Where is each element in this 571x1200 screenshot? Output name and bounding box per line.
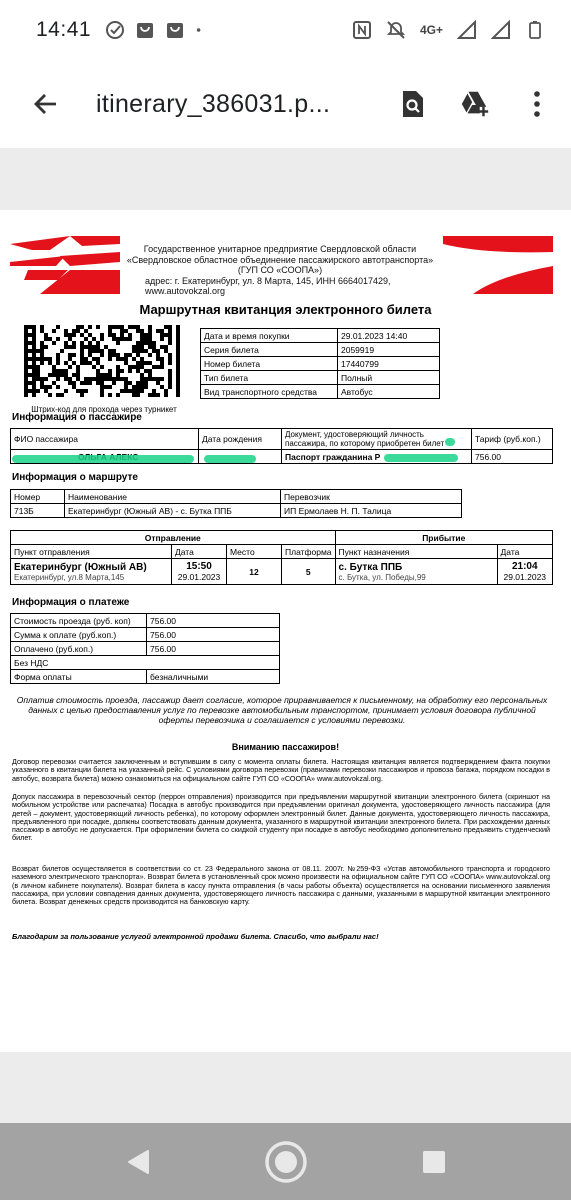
barcode-pdf417-icon: [24, 325, 184, 397]
signal-icon: [457, 20, 477, 40]
seat-number: 12: [227, 559, 282, 585]
table-row: [11, 490, 462, 504]
departure-point: Екатеринбург (Южный АВ): [14, 561, 147, 573]
passenger-tariff: 756.00: [472, 450, 553, 464]
arrival-datetime-cell: [497, 559, 552, 585]
col-header: Дата: [497, 545, 552, 559]
payment-label: Стоимость проезда (руб. коп): [11, 614, 147, 628]
col-header: Номер: [11, 490, 65, 504]
nav-recents-button[interactable]: [410, 1138, 458, 1186]
table-row: [11, 670, 280, 684]
col-header: Дата: [172, 545, 227, 559]
arrival-time: 21:04: [511, 561, 538, 572]
table-row: [11, 656, 280, 670]
route-name: Екатеринбург (Южный АВ) - с. Бутка ППБ: [65, 504, 281, 518]
trip-table: [10, 530, 553, 585]
table-row: [201, 329, 440, 343]
payment-label: Форма оплаты: [11, 670, 147, 684]
route-table: [10, 489, 462, 518]
ticket-label: Вид транспортного средства: [201, 385, 338, 399]
back-arrow-icon: [32, 90, 60, 118]
shopping-bag-icon-2: [165, 20, 185, 40]
payment-value: 756.00: [147, 642, 280, 656]
consent-text: Оплатив стоимость проезда, пассажир дает согласие, которое приравнивается к письменному, на обработку его персональных данных с целью предоставления услуг по перевозке автомобильным транспортом, принимает условия договора публичной оферты перевозчика и соглашается с условиями перевозки.: [16, 695, 548, 725]
redaction-mark: [12, 455, 194, 463]
org-address: адрес: г. Екатеринбург, ул. 8 Марта, 145, ИНН 6664017429, www.autovokzal.org: [145, 275, 391, 296]
barcode-caption: Штрих-код для прохода через турникет: [31, 405, 177, 414]
arrival-header: Прибытие: [335, 531, 552, 545]
payment-value: 756.00: [147, 614, 280, 628]
notice-paragraph-3: Возврат билетов осуществляется в соответствии со ст. 23 Федерального закона от 08.11. 2007г. №259-ФЗ «Устав автомобильного транспорта и городского наземного электрического транспорта». Возврат билета в установленный срок можно произвести на официальном сайте ГУП СО «СООПА» www.autovokzal.org (в личном кабинете покупателя). Возврат билета в кассу пункта отправления (в часы работы объекта) осуществляется на основании письменного заявления пассажира, при условии совпадения данных документа, удостоверяющего личность пассажира с данными, указанными в маршрутной квитанции электронного билета. Возврат денежных средств производится на банковскую карту.: [12, 864, 550, 907]
status-time: 14:41: [36, 18, 92, 41]
departure-date: 29.01.2023: [177, 572, 221, 582]
barcode: [24, 325, 184, 414]
ticket-value: 29.01.2023 14:40: [338, 329, 440, 343]
mute-icon: [386, 20, 406, 40]
table-row: [201, 385, 440, 399]
back-triangle-icon: [126, 1149, 150, 1175]
search-document-icon: [399, 89, 427, 119]
nfc-icon: [352, 20, 372, 40]
app-bar: [0, 60, 571, 148]
notice-paragraph-1: Договор перевозки считается заключенным и вступившим в силу с момента оплаты билета. Настоящая квитанция является подтверждением факта покупки указанного в квитанции билета на указанный рейс. С условиями договора перевозки (правилами перевозки пассажиров и провоза багажа, порядком посадки в автобус, возврата билета) можно ознакомиться на официальном сайте ГУП СО «СООПА» www.autovokzal.org.: [12, 757, 550, 783]
org-line3: (ГУП СО «СООПА»): [237, 265, 323, 275]
col-header: Наименование: [65, 490, 281, 504]
nav-back-button[interactable]: [114, 1138, 162, 1186]
document-title: itinerary_386031.p...: [96, 89, 331, 118]
route-number: 713Б: [11, 504, 65, 518]
payment-label: Без НДС: [11, 656, 280, 670]
arrival-date: 29.01.2023: [503, 572, 547, 582]
network-type: 4G+: [419, 23, 443, 37]
ticket-value: 17440799: [338, 357, 440, 371]
table-row: [201, 371, 440, 385]
pdf-viewer[interactable]: [0, 148, 571, 1123]
col-header: Пункт отправления: [11, 545, 172, 559]
org-info: [125, 244, 435, 297]
redaction-mark: [204, 455, 256, 463]
more-vert-icon: [533, 90, 541, 118]
document-heading: Маршрутная квитанция электронного билета: [139, 302, 432, 317]
arrival-address: с. Бутка, ул. Победы,99: [338, 572, 426, 582]
back-button[interactable]: [28, 86, 64, 122]
passenger-document: Паспорт гражданина Р: [282, 450, 472, 464]
col-header: Место: [227, 545, 282, 559]
departure-address: Екатеринбург, ул.8 Марта,145: [14, 572, 125, 582]
search-in-document-button[interactable]: [397, 88, 429, 120]
system-nav-bar: [0, 1123, 571, 1200]
passenger-section-title: Информация о пассажире: [12, 412, 142, 423]
drive-add-icon: [459, 89, 491, 119]
check-circle-icon: [105, 20, 125, 40]
payment-table: [10, 613, 280, 684]
col-header: Пункт назначения: [335, 545, 497, 559]
table-row: [201, 343, 440, 357]
platform-number: 5: [282, 559, 336, 585]
payment-value: 756.00: [147, 628, 280, 642]
table-row: [11, 559, 553, 585]
departure-datetime-cell: [172, 559, 227, 585]
table-row: [11, 628, 280, 642]
route-carrier: ИП Ермолаев Н. П. Талица: [281, 504, 462, 518]
ticket-value: Автобус: [338, 385, 440, 399]
payment-section-title: Информация о платеже: [12, 597, 130, 608]
table-row: [201, 357, 440, 371]
departure-point-cell: [11, 559, 172, 585]
departure-time: 15:50: [186, 561, 212, 572]
table-row: [11, 545, 553, 559]
col-header: Дата рождения: [199, 429, 282, 450]
org-line2: «Свердловское областное объединение пассажирского автотранспорта»: [126, 254, 434, 265]
route-section-title: Информация о маршруте: [12, 472, 138, 483]
ticket-info-table: [200, 328, 440, 399]
recents-square-icon: [422, 1150, 446, 1174]
dot-icon: [195, 20, 207, 40]
shopping-bag-icon: [135, 20, 155, 40]
payment-value: безналичными: [147, 670, 280, 684]
ticket-label: Тип билета: [201, 371, 338, 385]
table-row: [11, 614, 280, 628]
col-header: Платформа: [282, 545, 336, 559]
notice-paragraph-2: Допуск пассажира в перевозочный сектор (перрон отправления) производится при предъявлении маршрутной квитанции электронного билета (скриншот на мобильном устройстве или распечатка) Посадка в автобус производится при предъявлении оригинал документа, удостоверяющего личность пассажира (для детей – документ, удостоверяющий личность ребенка), по которому оформлен электронный билет. Данные документа, удостоверяющего личность пассажира, предъявленного при посадке, должны соответствовать данным документа, указанного в маршрутной квитанции электронного билета. При расхождении данных пассажир в автобус не допускается. При оформлении билета со скидкой студенту при посадке в автобус необходимо дополнительно предъявить студенческий билет.: [12, 792, 550, 843]
signal-icon-2: [491, 20, 511, 40]
redaction-mark: [445, 438, 455, 446]
table-row: [11, 642, 280, 656]
add-to-drive-button[interactable]: [459, 88, 491, 120]
col-header: Тариф (руб.коп.): [472, 429, 553, 450]
notice-title: Вниманию пассажиров!: [231, 742, 340, 752]
arrival-point: с. Бутка ППБ: [338, 561, 403, 573]
payment-label: Оплачено (руб.коп.): [11, 642, 147, 656]
table-row: [11, 504, 462, 518]
col-header: Документ, удостоверяющий личность пассажира, по которому приобретен билет: [282, 429, 472, 450]
redaction-mark: [384, 454, 458, 462]
departure-header: Отправление: [11, 531, 336, 545]
arrival-point-cell: [335, 559, 497, 585]
ticket-value: 2059919: [338, 343, 440, 357]
col-header: ФИО пассажира: [11, 429, 199, 450]
status-bar: [0, 0, 571, 60]
ticket-label: Серия билета: [201, 343, 338, 357]
home-circle-icon: [264, 1140, 308, 1184]
col-header: Перевозчик: [281, 490, 462, 504]
thank-you-text: Благодарим за пользование услугой электронной продажи билета. Спасибо, что выбрали нас!: [12, 932, 379, 941]
ticket-label: Дата и время покупки: [201, 329, 338, 343]
org-line1: Государственное унитарное предприятие Свердловской области: [143, 244, 417, 254]
ticket-value: Полный: [338, 371, 440, 385]
red-banner-icon: [443, 236, 553, 294]
ticket-label: Номер билета: [201, 357, 338, 371]
pdf-page: [0, 210, 571, 1052]
nav-home-button[interactable]: [262, 1138, 310, 1186]
company-logo-icon: [10, 236, 120, 294]
table-row: [11, 429, 553, 450]
payment-label: Сумма к оплате (руб.коп.): [11, 628, 147, 642]
battery-icon: [525, 20, 545, 40]
table-row: [11, 531, 553, 545]
org-header: [10, 236, 553, 294]
more-options-button[interactable]: [521, 88, 553, 120]
